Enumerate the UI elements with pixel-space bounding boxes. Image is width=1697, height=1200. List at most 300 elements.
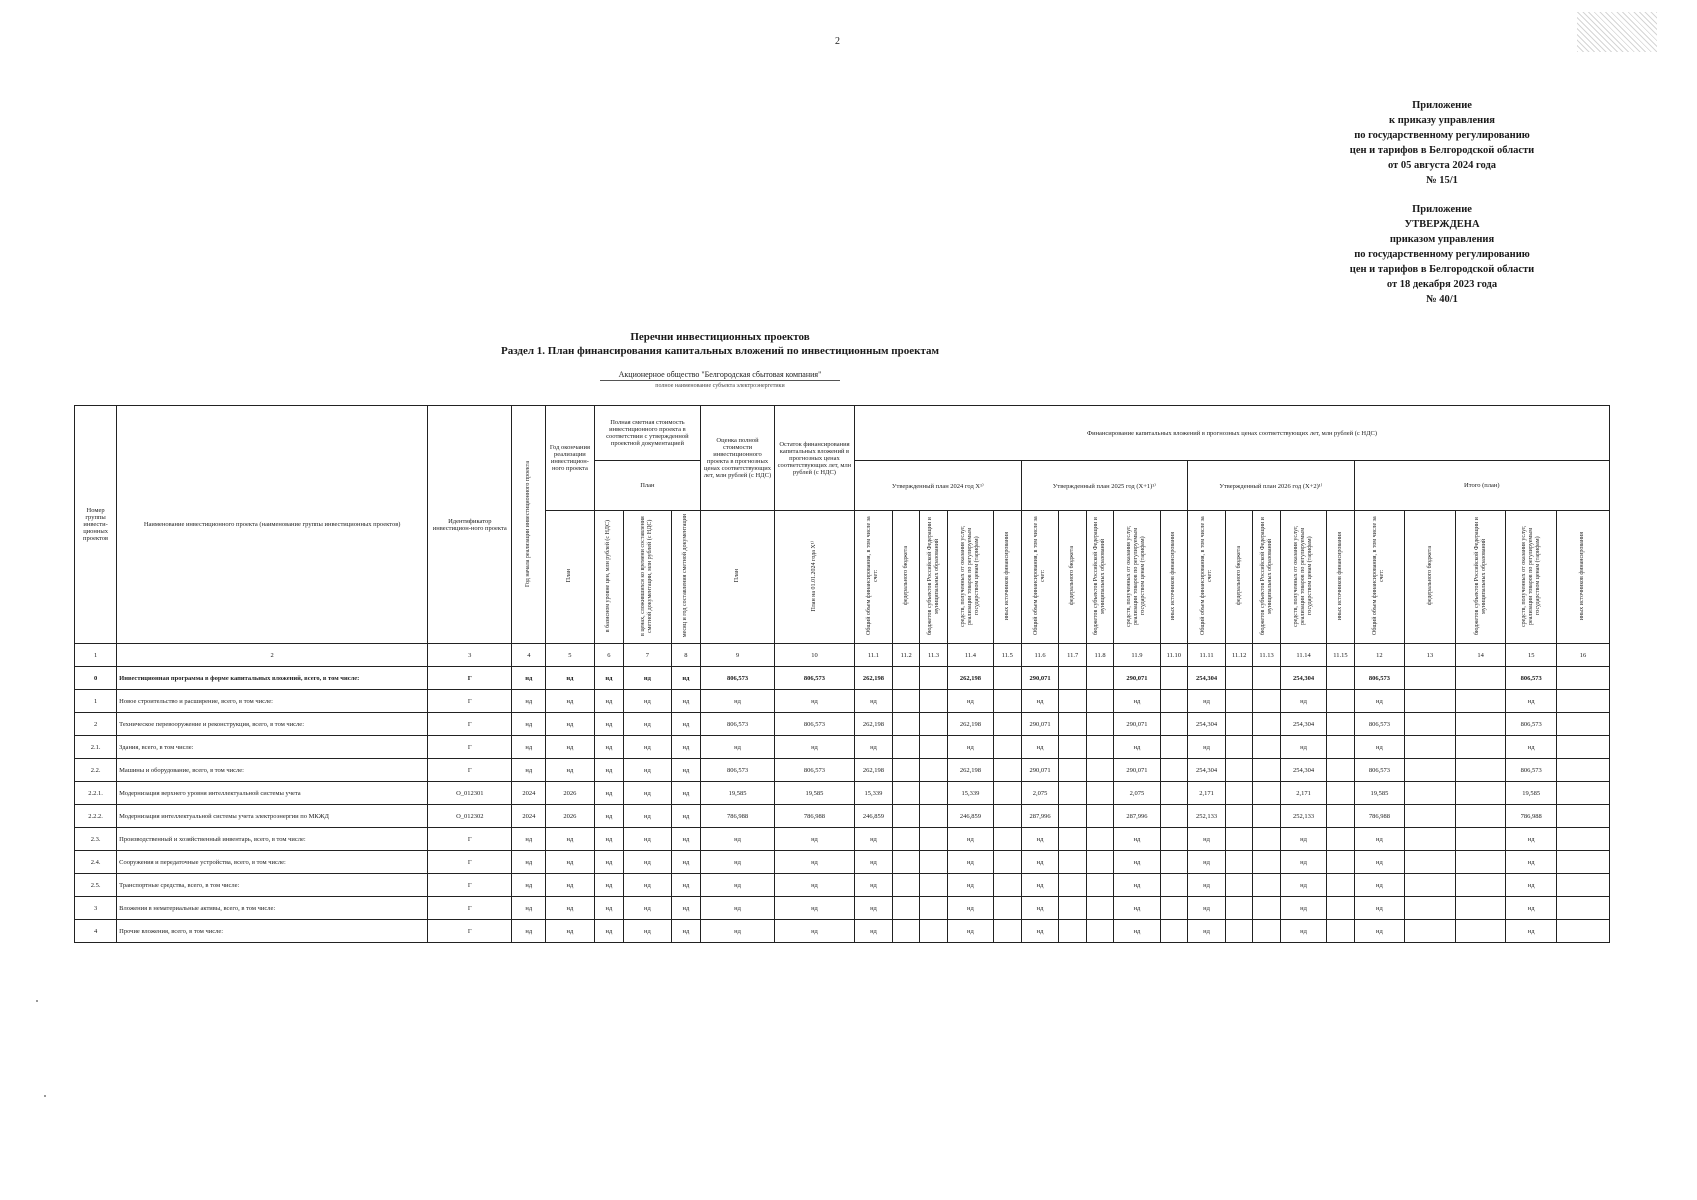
table-cell: 2,171 (1188, 782, 1226, 805)
table-cell (1327, 805, 1354, 828)
table-cell (1059, 920, 1086, 943)
table-cell (1059, 736, 1086, 759)
table-cell (1556, 736, 1609, 759)
table-cell (1086, 805, 1113, 828)
table-cell (1556, 805, 1609, 828)
table-cell (1253, 690, 1280, 713)
table-cell: нд (1506, 920, 1557, 943)
org-name: Акционерное общество "Белгородская сбытовая компания" (600, 370, 840, 381)
table-cell: 290,071 (1114, 759, 1160, 782)
table-cell (1226, 759, 1253, 782)
header-v-plan: План (546, 511, 594, 644)
scan-dot (44, 1095, 46, 1097)
column-number-cell: 12 (1354, 644, 1405, 667)
table-cell (1327, 920, 1354, 943)
table-cell: нд (1114, 897, 1160, 920)
table-cell: нд (1188, 897, 1226, 920)
table-cell: нд (624, 897, 671, 920)
table-cell: нд (624, 736, 671, 759)
table-cell (1086, 874, 1113, 897)
column-number-cell: 11.4 (947, 644, 993, 667)
table-cell: нд (671, 805, 701, 828)
table-cell (1556, 851, 1609, 874)
table-cell: Г (428, 690, 512, 713)
column-number-cell: 11.3 (920, 644, 947, 667)
table-cell: 262,198 (855, 667, 893, 690)
scan-dot (36, 1000, 38, 1002)
table-cell: нд (546, 897, 594, 920)
table-cell: 19,585 (774, 782, 854, 805)
table-cell (920, 690, 947, 713)
approval-line: по государственному регулированию (1354, 249, 1530, 260)
table-cell (1455, 713, 1506, 736)
header-v-total: Общий объем финансирования, в том числе за счет: (1021, 511, 1059, 644)
table-cell: нд (1280, 690, 1326, 713)
table-cell: нд (594, 782, 624, 805)
table-cell: 2.5. (75, 874, 117, 897)
table-cell (892, 782, 919, 805)
table-cell (1556, 920, 1609, 943)
table-cell: Г (428, 874, 512, 897)
table-cell (1405, 782, 1456, 805)
table-cell: Г (428, 667, 512, 690)
table-cell: 2.2. (75, 759, 117, 782)
header-num: Номер группы инвести-ционных проектов (75, 406, 117, 644)
table-cell (1405, 759, 1456, 782)
table-cell: 2.3. (75, 828, 117, 851)
table-cell: 290,071 (1021, 667, 1059, 690)
table-cell: нд (701, 920, 775, 943)
table-cell: нд (701, 690, 775, 713)
table-cell (1086, 713, 1113, 736)
header-v-other: иных источников финансирования (1327, 511, 1354, 644)
table-cell: нд (671, 667, 701, 690)
table-cell (1556, 828, 1609, 851)
column-number-cell: 3 (428, 644, 512, 667)
title-line: Раздел 1. План финансирования капитальных вложений по инвестиционным проектам (500, 345, 940, 357)
table-cell: 806,573 (701, 713, 775, 736)
table-cell: нд (512, 759, 546, 782)
table-cell: 290,071 (1114, 713, 1160, 736)
table-cell (994, 874, 1021, 897)
table-cell: 2024 (512, 805, 546, 828)
table-cell (994, 920, 1021, 943)
table-cell (892, 690, 919, 713)
table-cell: нд (1354, 897, 1405, 920)
table-cell: нд (512, 690, 546, 713)
table-cell: 262,198 (947, 759, 993, 782)
table-cell (892, 805, 919, 828)
table-cell: нд (624, 759, 671, 782)
header-2025: Утвержденный план 2025 год (X+1)¹⁾ (1021, 461, 1188, 511)
table-cell: нд (774, 874, 854, 897)
table-cell: нд (1280, 874, 1326, 897)
table-cell: нд (1506, 690, 1557, 713)
project-name-cell: Модернизация верхнего уровня интеллектуальной системы учета (117, 782, 428, 805)
table-cell (892, 828, 919, 851)
table-cell (1327, 782, 1354, 805)
table-cell (1405, 690, 1456, 713)
column-number-cell: 11.10 (1160, 644, 1187, 667)
header-v-federal: федерального бюджета (892, 511, 919, 644)
table-cell: нд (546, 851, 594, 874)
table-cell: нд (1188, 828, 1226, 851)
header-v-tariff: средств, полученных от оказания услуг, реализации товаров по регулируемым государством ценам (тарифам) (1114, 511, 1160, 644)
table-cell: нд (701, 828, 775, 851)
document-title (485, 330, 955, 358)
table-cell (1160, 851, 1187, 874)
table-cell (1556, 759, 1609, 782)
table-cell: 4 (75, 920, 117, 943)
table-cell (1226, 828, 1253, 851)
table-cell: 2.4. (75, 851, 117, 874)
table-cell (1226, 874, 1253, 897)
table-cell: нд (1021, 851, 1059, 874)
table-cell: 806,573 (1354, 667, 1405, 690)
table-cell: нд (546, 690, 594, 713)
header-v-current: в ценах, сложившихся ко времени составления сметной документации, млн рублей (с НДС) (624, 511, 671, 644)
table-cell: 252,133 (1188, 805, 1226, 828)
table-cell: нд (512, 897, 546, 920)
table-cell: нд (1114, 920, 1160, 943)
table-cell: нд (1188, 851, 1226, 874)
table-cell (1455, 782, 1506, 805)
table-cell (1327, 874, 1354, 897)
table-cell: 806,573 (774, 713, 854, 736)
table-cell (1226, 736, 1253, 759)
approval-line: приказом управления (1389, 234, 1495, 245)
project-name-cell: Новое строительство и расширение, всего, в том числе: (117, 690, 428, 713)
table-cell (994, 851, 1021, 874)
table-cell (1556, 690, 1609, 713)
table-cell: нд (1114, 736, 1160, 759)
table-cell: 806,573 (1354, 713, 1405, 736)
table-cell (920, 667, 947, 690)
table-cell: нд (1114, 851, 1160, 874)
table-cell (1160, 920, 1187, 943)
table-cell (892, 874, 919, 897)
header-v-plan-date: План на 01.01.2024 года X¹⁾ (774, 511, 854, 644)
table-cell (1253, 874, 1280, 897)
table-cell (892, 736, 919, 759)
approval-line: цен и тарифов в Белгородской области (1349, 145, 1535, 156)
table-cell: нд (546, 759, 594, 782)
table-cell: 19,585 (1354, 782, 1405, 805)
table-cell: 290,071 (1021, 713, 1059, 736)
table-cell: 262,198 (947, 667, 993, 690)
table-cell: нд (774, 736, 854, 759)
approval-block-1 (1327, 98, 1557, 188)
table-cell (1160, 897, 1187, 920)
table-cell (1327, 736, 1354, 759)
table-cell: нд (774, 920, 854, 943)
header-v-other: иных источников финансирования (994, 511, 1021, 644)
table-cell (920, 782, 947, 805)
table-cell (892, 759, 919, 782)
table-cell (1556, 713, 1609, 736)
table-cell (994, 759, 1021, 782)
table-cell (1226, 690, 1253, 713)
table-cell: 2.2.1. (75, 782, 117, 805)
table-cell: 2.2.2. (75, 805, 117, 828)
table-cell (1455, 851, 1506, 874)
table-cell (1160, 736, 1187, 759)
header-v-other: иных источников финансирования (1556, 511, 1609, 644)
table-cell (1160, 667, 1187, 690)
table-cell: нд (701, 897, 775, 920)
header-v-federal: федерального бюджета (1226, 511, 1253, 644)
table-cell: нд (594, 851, 624, 874)
table-cell (1253, 782, 1280, 805)
table-cell (1253, 920, 1280, 943)
table-cell (920, 805, 947, 828)
table-cell (1405, 667, 1456, 690)
table-row (75, 782, 1610, 805)
table-cell: Г (428, 759, 512, 782)
table-cell (1160, 690, 1187, 713)
column-number-row (75, 644, 1610, 667)
table-cell: нд (624, 874, 671, 897)
header-v-regional: бюджетов субъектов Российской Федерации и муниципальных образований (920, 511, 947, 644)
table-cell: нд (1354, 690, 1405, 713)
table-cell (892, 667, 919, 690)
header-name: Наименование инвестиционного проекта (наименование группы инвестиционных проектов) (117, 406, 428, 644)
table-cell: нд (774, 690, 854, 713)
table-cell: нд (1114, 874, 1160, 897)
table-cell (1059, 667, 1086, 690)
table-body (75, 644, 1610, 943)
column-number-cell: 11.6 (1021, 644, 1059, 667)
table-cell: нд (855, 874, 893, 897)
column-number-cell: 11.7 (1059, 644, 1086, 667)
header-v-tariff: средств, полученных от оказания услуг, реализации товаров по регулируемым государством ценам (тарифам) (1280, 511, 1326, 644)
table-cell: нд (1354, 851, 1405, 874)
table-cell: нд (671, 713, 701, 736)
table-cell: нд (1506, 828, 1557, 851)
table-cell: 262,198 (855, 713, 893, 736)
table-cell (1405, 874, 1456, 897)
table-cell (1226, 805, 1253, 828)
table-cell: нд (546, 667, 594, 690)
table-cell (1226, 851, 1253, 874)
table-cell: 806,573 (701, 759, 775, 782)
table-cell: нд (701, 874, 775, 897)
table-cell: нд (512, 828, 546, 851)
column-number-cell: 2 (117, 644, 428, 667)
table-cell: нд (1021, 828, 1059, 851)
table-cell: O_012301 (428, 782, 512, 805)
table-cell: Г (428, 920, 512, 943)
table-cell: нд (947, 690, 993, 713)
table-cell: Г (428, 897, 512, 920)
table-cell (1160, 828, 1187, 851)
table-cell (1556, 874, 1609, 897)
table-cell: нд (1506, 736, 1557, 759)
table-cell: нд (624, 920, 671, 943)
project-name-cell: Техническое перевооружение и реконструкция, всего, в том числе: (117, 713, 428, 736)
column-number-cell: 11.8 (1086, 644, 1113, 667)
table-cell: 786,988 (1354, 805, 1405, 828)
table-cell: нд (1021, 897, 1059, 920)
header-year-end: Год окончания реализации инвестицион-ного проекта (546, 406, 594, 511)
table-cell (1226, 667, 1253, 690)
table-cell (1160, 782, 1187, 805)
table-cell (1160, 759, 1187, 782)
table-cell: нд (947, 874, 993, 897)
table-cell: нд (624, 805, 671, 828)
header-v-total: Общий объем финансирования, в том числе за счет: (1188, 511, 1226, 644)
table-cell: 786,988 (701, 805, 775, 828)
table-cell: 786,988 (1506, 805, 1557, 828)
approval-line: от 18 декабря 2023 года (1386, 279, 1498, 290)
table-cell: нд (1188, 920, 1226, 943)
table-cell: нд (1280, 736, 1326, 759)
column-number-cell: 11.12 (1226, 644, 1253, 667)
table-cell (1405, 897, 1456, 920)
approval-line: по государственному регулированию (1354, 130, 1530, 141)
table-cell (1253, 851, 1280, 874)
header-remainder: Остаток финансирования капитальных вложений в прогнозных ценах соответствующих лет, млн рублей (с НДС) (774, 406, 854, 511)
table-cell: нд (512, 920, 546, 943)
table-cell: Г (428, 713, 512, 736)
table-cell: 806,573 (1354, 759, 1405, 782)
table-cell: 2024 (512, 782, 546, 805)
table-cell (1327, 851, 1354, 874)
table-cell: 246,859 (855, 805, 893, 828)
table-cell: нд (1506, 874, 1557, 897)
table-cell: нд (1280, 897, 1326, 920)
table-cell: нд (624, 828, 671, 851)
table-cell (1226, 713, 1253, 736)
project-name-cell: Инвестиционная программа в форме капитальных вложений, всего, в том числе: (117, 667, 428, 690)
table-cell: нд (624, 713, 671, 736)
table-cell (994, 828, 1021, 851)
column-number-cell: 10 (774, 644, 854, 667)
approval-block-2 (1327, 202, 1557, 307)
table-cell (1455, 920, 1506, 943)
column-number-cell: 11.15 (1327, 644, 1354, 667)
table-cell: нд (947, 920, 993, 943)
table-cell (1059, 851, 1086, 874)
table-cell: нд (1280, 851, 1326, 874)
table-cell: нд (512, 874, 546, 897)
table-cell: нд (671, 828, 701, 851)
table-cell: нд (671, 897, 701, 920)
table-cell (1327, 828, 1354, 851)
table-cell: 1 (75, 690, 117, 713)
column-number-cell: 13 (1405, 644, 1456, 667)
column-number-cell: 11.1 (855, 644, 893, 667)
table-cell (1086, 736, 1113, 759)
table-cell: нд (594, 690, 624, 713)
table-cell: 2,075 (1021, 782, 1059, 805)
table-cell (1086, 782, 1113, 805)
table-cell (920, 920, 947, 943)
table-cell (1556, 897, 1609, 920)
approval-line: Приложение (1412, 100, 1472, 111)
table-cell: нд (855, 920, 893, 943)
table-cell (1253, 897, 1280, 920)
header-v-base: в базисном уровне цен, млн рублей (с НДС) (594, 511, 624, 644)
header-year-start: Год начала реализации инвестиционного проекта (512, 406, 546, 644)
approval-line: № 15/1 (1426, 175, 1458, 186)
table-cell (1059, 690, 1086, 713)
table-cell (920, 897, 947, 920)
table-cell: нд (594, 736, 624, 759)
table-cell: 254,304 (1280, 667, 1326, 690)
approval-line: цен и тарифов в Белгородской области (1349, 264, 1535, 275)
table-cell (920, 874, 947, 897)
table-cell (892, 851, 919, 874)
table-cell (1253, 736, 1280, 759)
table-cell: нд (594, 805, 624, 828)
table-cell: 806,573 (774, 759, 854, 782)
table-cell (1226, 782, 1253, 805)
table-cell (1327, 690, 1354, 713)
table-cell: нд (947, 828, 993, 851)
table-cell: 254,304 (1188, 713, 1226, 736)
table-cell (1059, 759, 1086, 782)
column-number-cell: 9 (701, 644, 775, 667)
table-cell: нд (512, 713, 546, 736)
table-cell: нд (1280, 920, 1326, 943)
table-cell (1455, 759, 1506, 782)
header-v-regional: бюджетов субъектов Российской Федерации и муниципальных образований (1253, 511, 1280, 644)
project-name-cell: Транспортные средства, всего, в том числе: (117, 874, 428, 897)
table-cell: нд (671, 759, 701, 782)
column-number-cell: 11.5 (994, 644, 1021, 667)
table-cell: нд (774, 897, 854, 920)
header-plan: План (594, 461, 700, 511)
table-cell (1086, 851, 1113, 874)
column-number-cell: 5 (546, 644, 594, 667)
table-cell (1253, 828, 1280, 851)
table-cell (994, 736, 1021, 759)
table-cell: нд (1506, 851, 1557, 874)
table-row (75, 690, 1610, 713)
table-cell (1059, 713, 1086, 736)
table-cell (920, 851, 947, 874)
header-v-other: иных источников финансирования (1160, 511, 1187, 644)
table-cell: нд (594, 920, 624, 943)
table-cell (1253, 805, 1280, 828)
table-cell: Г (428, 828, 512, 851)
column-number-cell: 8 (671, 644, 701, 667)
table-row (75, 851, 1610, 874)
table-cell: O_012302 (428, 805, 512, 828)
table-cell (1455, 736, 1506, 759)
approval-line: к приказу управления (1389, 115, 1495, 126)
table-cell: 19,585 (1506, 782, 1557, 805)
table-cell: Г (428, 851, 512, 874)
table-cell: 2,171 (1280, 782, 1326, 805)
column-number-cell: 7 (624, 644, 671, 667)
table-cell: 806,573 (1506, 667, 1557, 690)
table-cell (1160, 874, 1187, 897)
table-cell: нд (855, 897, 893, 920)
table-cell (1455, 805, 1506, 828)
table-cell: нд (624, 690, 671, 713)
column-number-cell: 11.13 (1253, 644, 1280, 667)
table-cell (994, 713, 1021, 736)
column-number-cell: 11.11 (1188, 644, 1226, 667)
project-name-cell: Машины и оборудование, всего, в том числе: (117, 759, 428, 782)
table-cell (1160, 713, 1187, 736)
table-cell: 254,304 (1188, 759, 1226, 782)
column-number-cell: 4 (512, 644, 546, 667)
table-cell (1160, 805, 1187, 828)
table-cell (1405, 920, 1456, 943)
